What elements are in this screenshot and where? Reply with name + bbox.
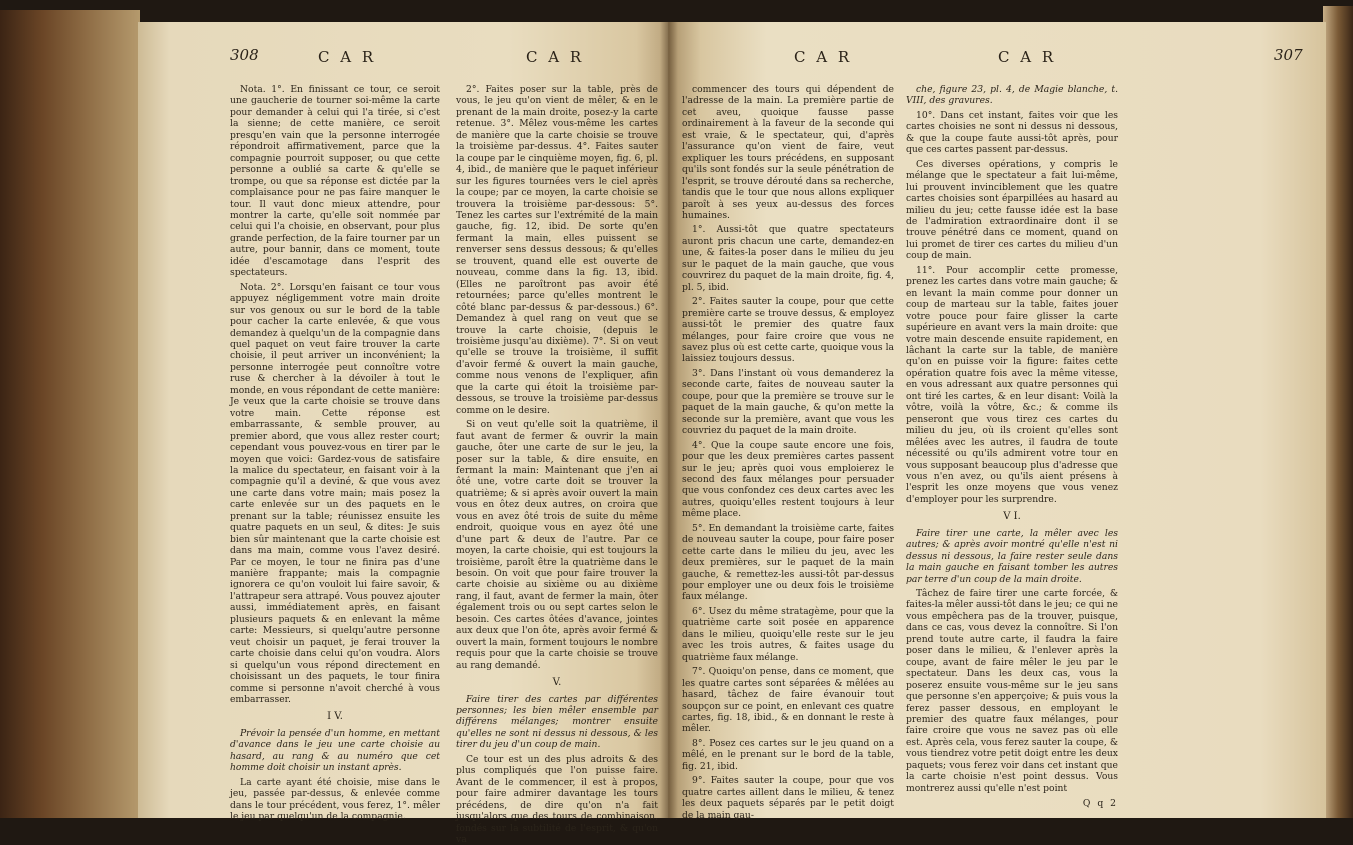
right-column-1: [682, 84, 894, 821]
paragraph: 1°. Aussi-tôt que quatre spectateurs auront pris chacun une carte, demandez-en une, & faites-la poser dans le milieu du jeu sur le paquet de la main gauche, que vous couvrirez du paquet de la main droite, fig. 4, pl. 5, ibid.: [682, 224, 894, 293]
left-column-2: [456, 84, 658, 845]
paragraph: Ces diverses opérations, y compris le mélange que le spectateur a fait lui-même, lui prouvent invinciblement que les quatre cartes choisies sont éparpillées au hasard au milieu du jeu; cette fausse idée est la base de l'admiration extraordinaire dont il se trouve pénétré dans ce moment, quand on lui promet de tirer ces cartes du milieu d'un coup de main.: [906, 158, 1118, 262]
section-number: I V.: [327, 711, 343, 723]
right-running-head-2: C A R: [998, 48, 1057, 66]
left-page-number: 308: [230, 46, 259, 64]
paragraph: 11°. Pour accomplir cette promesse, prenez les cartes dans votre main gauche; & en levant la main comme pour donner un coup de marteau sur la table, faites jouer votre pouce pour faire glisser la carte supérieure en avant vers la main droite: que votre main descende ensuite rapidement, en lâchant la carte sur la table, de manière qu'on en puisse voir la figure: faites cette opération quatre fois avec la même vitesse, en vous adressant aux quatre personnes qui ont tiré les cartes, & en leur disant: Voilà la vôtre, voilà la vôtre, &c.; & comme ils penseront que vous tirez ces cartes du milieu du jeu, où ils croient qu'elles sont mêlées avec les autres, il faudra de toute nécessité ou qu'ils admirent votre tour en vous supposant beaucoup plus d'adresse que vous n'en avez, ou qu'ils aient présens à l'esprit les onze moyens que vous venez d'employer pour les surprendre.: [906, 264, 1118, 505]
section-heading: Faire tirer une carte, la mêler avec les autres; & après avoir montré qu'elle n'est ni dessus ni dessous, la faire rester seule dans la main gauche en faisant tomber les autres par terre d'un coup de la main droite.: [906, 527, 1118, 585]
paragraph: 9°. Faites sauter la coupe, pour que vos quatre cartes aillent dans le milieu, & tenez les deux paquets séparés par le petit doigt de la main gau-: [682, 775, 894, 821]
left-page: [138, 22, 668, 845]
right-page-number: 307: [1274, 46, 1303, 64]
paragraph: Si on veut qu'elle soit la quatrième, il faut avant de fermer & ouvrir la main gauche, ôter une carte de sur le jeu, la poser sur la table, & dire ensuite, en fermant la main: Maintenant que j'en ai ôté une, votre carte doit se trouver la quatrième; & si après avoir ouvert la main vous en ôtez deux autres, on croira que vous en avez ôté trois de suite du même endroit, quoique vous en ayez ôté une d'une part & deux de l'autre. Par ce moyen, la carte choisie, qui est toujours la troisième, paroît être la quatrième dans le besoin. On voit que pour faire trouver la carte choisie au sixième ou au dixième rang, il faut, avant de fermer la main, ôter également trois ou ou sept cartes selon le besoin. Ces cartes ôtées d'avance, jointes aux deux que l'on ôte, après avoir fermé & ouvert la main, forment toujours le nombre requis pour que la carte choisie se trouve au rang demandé.: [456, 419, 658, 671]
section-number: V I.: [1003, 511, 1021, 523]
right-column-2: [906, 84, 1118, 810]
gutter-shadow: [660, 22, 678, 818]
paragraph: 2°. Faites sauter la coupe, pour que cette première carte se trouve dessus, & employez aussi-tôt le premier des quatre faux mélanges, pour faire croire que vous ne savez plus où est cette carte, quoique vous la laissiez toujours dessus.: [682, 296, 894, 365]
section-heading: che, figure 23, pl. 4, de Magie blanche, t. VIII, des gravures.: [906, 84, 1118, 107]
left-running-head-1: C A R: [318, 48, 377, 66]
paragraph: 10°. Dans cet instant, faites voir que les cartes choisies ne sont ni dessus ni dessous, & que la coupe faute aussi-tôt après, pour que ces cartes passent par-dessus.: [906, 109, 1118, 156]
section-heading: Prévoir la pensée d'un homme, en mettant d'avance dans le jeu une carte choisie au hasard, au rang & au numéro que cet homme doit choisir un instant après.: [230, 727, 440, 774]
signature-mark: Q q 2: [1082, 798, 1118, 810]
paragraph: commencer des tours qui dépendent de l'adresse de la main. La première partie de cet aveu, quoique fausse passe ordinairement à la faveur de la seconde qui est vraie, & le spectateur, qui, d'après l'assurance qu'on vient de faire, veut expliquer les tours précédens, en supposant qu'ils sont fondés sur la seule pénétration de l'esprit, se trouve dérouté dans sa recherche, tandis que le tour que nous allons expliquer paroît à ses yeux au-dessus des forces humaines.: [682, 84, 894, 221]
paragraph: 4°. Que la coupe saute encore une fois, pour que les deux premières cartes passent sur le jeu; après quoi vous emploierez le second des faux mélanges pour persuader que vous confondez ces deux cartes avec les autres, quoiqu'elles restent toujours à leur même place.: [682, 439, 894, 520]
paragraph: Tâchez de faire tirer une carte forcée, & faites-la mêler aussi-tôt dans le jeu; ce qui ne vous empêchera pas de la trouver, puisque, dans ce cas, vous devez la connoître. Si l'on prend toute autre carte, il faudra la faire poser dans le milieu, & l'enlever après la coupe, avant de faire mêler le jeu par le spectateur. Dans les deux cas, vous la poserez ensuite vous-même sur le jeu sans que personne s'en apperçoive; & puis vous la ferez passer dessous, en employant le premier des quatre faux mélanges, pour faire croire que vous ne savez pas où elle est. Après cela, vous ferez sauter la coupe, & vous tiendrez votre petit doigt entre les deux paquets; vous ferez voir dans cet instant que la carte choisie n'est point dessus. Vous montrerez aussi qu'elle n'est point: [906, 588, 1118, 794]
left-running-head-2: C A R: [526, 48, 585, 66]
right-cover-edge: [1323, 6, 1353, 818]
left-cover-edge: [0, 10, 140, 818]
section-heading: Faire tirer des cartes par différentes personnes; les bien mêler ensemble par différens mélanges; montrer ensuite qu'elles ne sont ni dessus ni dessous, & les tirer du jeu d'un coup de main.: [456, 693, 658, 751]
paragraph: 5°. En demandant la troisième carte, faites de nouveau sauter la coupe, pour faire poser cette carte dans le milieu du jeu, avec les deux premières, sur le paquet de la main gauche, & remettez-les aussi-tôt par-dessus pour employer une ou deux fois le troisième faux mélange.: [682, 522, 894, 603]
paragraph: Nota. 1°. En finissant ce tour, ce seroit une gaucherie de tourner soi-même la carte pour demander à celui qui l'a tirée, si c'est la sienne; de cette manière, ce seroit presqu'en vain que la personne interrogée répondroit affirmativement, parce que la compagnie pourroit supposer, ou que cette personne a oublié sa carte & qu'elle se trompe, ou que sa réponse est dictée par la complaisance pour ne pas faire manquer le tour. Il vaut donc mieux attendre, pour montrer la carte, qu'elle soit nommée par celui qui l'a choisie, en observant, pour plus grande perfection, de la faire tourner par un autre, pour bannir, dans ce moment, toute idée d'escamotage dans l'esprit des spectateurs.: [230, 84, 440, 279]
paragraph: 6°. Usez du même stratagème, pour que la quatrième carte soit posée en apparence dans le milieu, quoiqu'elle reste sur le jeu avec les trois autres, & faites usage du quatrième faux mélange.: [682, 605, 894, 663]
paragraph: Ce tour est un des plus adroits & des plus compliqués que l'on puisse faire. Avant de le commencer, il est à propos, pour faire admirer davantage les tours précédens, de dire qu'on n'a fait jusqu'alors que des tours de combinaison, fondés sur la subtilité de l'esprit, & qu'on va: [456, 753, 658, 845]
paragraph: 2°. Faites poser sur la table, près de vous, le jeu qu'on vient de mêler, & en le prenant de la main droite, posez-y la carte retenue. 3°. Mêlez vous-même les cartes de manière que la carte choisie se trouve la troisième par-dessus. 4°. Faites sauter la coupe par le cinquième moyen, fig. 6, pl. 4, ibid., de manière que le paquet inférieur sur les figures tournées vers le ciel après la coupe; par ce moyen, la carte choisie se trouvera la troisième par-dessous: 5°. Tenez les cartes sur l'extrémité de la main gauche, fig. 12, ibid. De sorte qu'en fermant la main, elles puissent se renverser sens dessus dessous; & qu'elles se trouvent, quand elle est ouverte de nouveau, comme dans la fig. 13, ibid. (Elles ne paroîtront pas avoir été retournées; parce qu'elles montrent le côté blanc par-dessus & par-dessous.) 6°. Demandez à quel rang on veut que se trouve la carte choisie, (depuis le troisième jusqu'au dixième). 7°. Si on veut qu'elle se trouve la troisième, il suffit d'avoir fermé & ouvert la main gauche, comme nous venons de l'expliquer, afin que la carte qui étoit la troisième par-dessous, se trouve la troisième par-dessus comme on le desire.: [456, 84, 658, 416]
paragraph: 8°. Posez ces cartes sur le jeu quand on a mêlé, en le prenant sur le bord de la table, fig. 21, ibid.: [682, 737, 894, 772]
section-number: V.: [552, 677, 562, 689]
left-column-1: [230, 84, 440, 823]
paragraph: 7°. Quoiqu'on pense, dans ce moment, que les quatre cartes sont séparées & mêlées au hasard, tâchez de faire évanouir tout soupçon sur ce point, en enlevant ces quatre cartes, fig. 18, ibid., & en donnant le reste à mêler.: [682, 666, 894, 735]
paragraph: 3°. Dans l'instant où vous demanderez la seconde carte, faites de nouveau sauter la coupe, pour que la première se trouve sur le paquet de la main gauche, & qu'on mette la seconde sur la première, avant que vous les couvriez du paquet de la main droite.: [682, 367, 894, 437]
paragraph: La carte ayant été choisie, mise dans le jeu, passée par-dessus, & enlevée comme dans le tour précédent, vous ferez, 1°. mêler le jeu par quelqu'un de la compagnie.: [230, 776, 440, 823]
right-page: [668, 22, 1326, 821]
paragraph: Nota. 2°. Lorsqu'en faisant ce tour vous appuyez négligemment votre main droite sur vos genoux ou sur le bord de la table pour cacher la carte enlevée, & que vous demandez à quelqu'un de la compagnie dans quel paquet on veut faire trouver la carte choisie, il peut arriver un inconvénient; la personne interrogée peut connoître votre ruse & chercher à la dévoiler à tout le monde, en vous répondant de cette manière: Je veux que la carte choisie se trouve dans votre main. Cette réponse est embarrassante, & semble prouver, au premier abord, que vous allez rester court; cependant vous pouvez-vous en tirer par le moyen que voici: Gardez-vous de satisfaire la malice du spectateur, en faisant voir à la compagnie qu'il a deviné, & que vous avez une carte dans votre main; mais posez la carte enlevée sur un des paquets en le prenant sur la table; réunissez ensuite les quatre paquets en un seul, & dites: Je suis bien sûr maintenant que la carte choisie est dans ma main, comme vous l'avez desiré. Par ce moyen, le tour ne finira pas d'une manière frappante; mais la compagnie ignorera ce qu'on vouloit lui faire savoir, & l'attrapeur sera attrapé. Vous pouvez ajouter aussi, immédiatement après, en faisant plusieurs paquets & en enlevant la même carte: Messieurs, si quelqu'autre personne veut choisir un paquet, je ferai trouver la carte choisie dans celui qu'on voudra. Alors si quelqu'un vous répond directement en choisissant un des paquets, le tour finira comme si personne n'avoit cherché à vous embarrasser.: [230, 281, 440, 706]
right-running-head-1: C A R: [794, 48, 853, 66]
